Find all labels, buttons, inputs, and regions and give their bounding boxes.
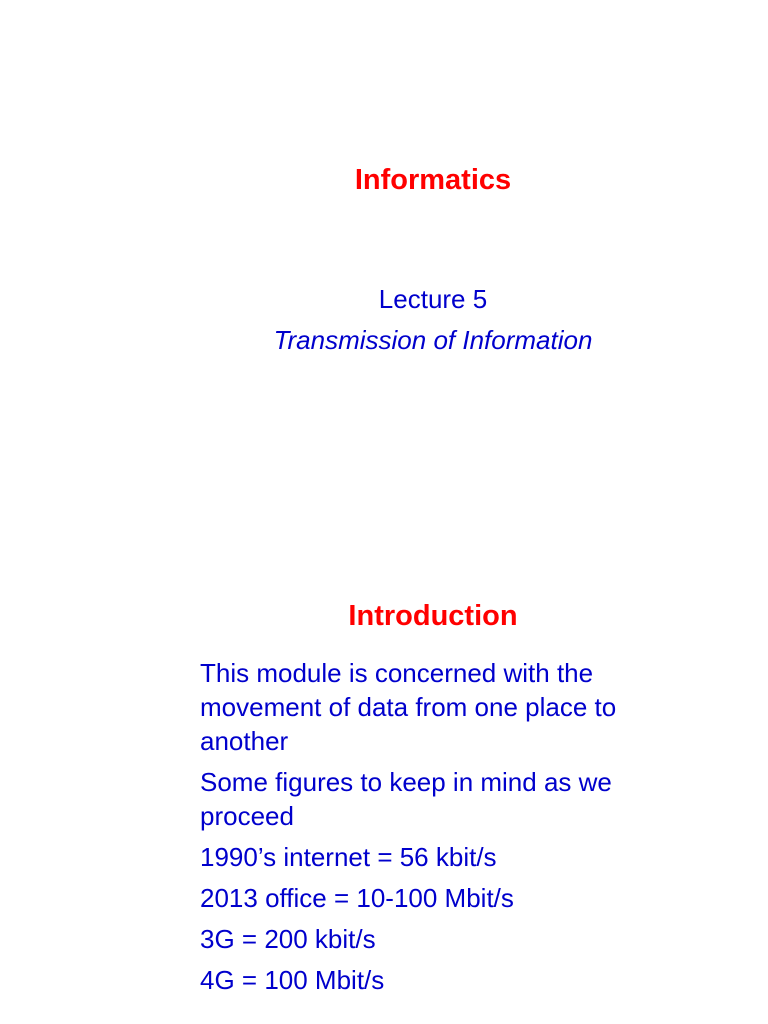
introduction-slide bbox=[0, 512, 768, 1024]
bullet-list bbox=[200, 656, 700, 1004]
bullet-item: 4G = 100 Mbit/s bbox=[200, 965, 385, 995]
bullet-item: 3G = 200 kbit/s bbox=[200, 924, 376, 954]
bullet-item: 1990’s internet = 56 kbit/s bbox=[200, 842, 497, 872]
lecture-subtitle: Transmission of Information bbox=[273, 325, 593, 355]
bullet-item: 2013 office = 10-100 Mbit/s bbox=[200, 883, 514, 913]
slide-title: Introduction bbox=[348, 600, 518, 632]
slide-title: Informatics bbox=[354, 164, 512, 196]
lecture-number: Lecture 5 bbox=[378, 284, 488, 314]
bullet-item: Some figures to keep in mind as we proceed bbox=[200, 767, 612, 831]
bullet-item: This module is concerned with the movement of data from one place to another bbox=[200, 658, 617, 756]
